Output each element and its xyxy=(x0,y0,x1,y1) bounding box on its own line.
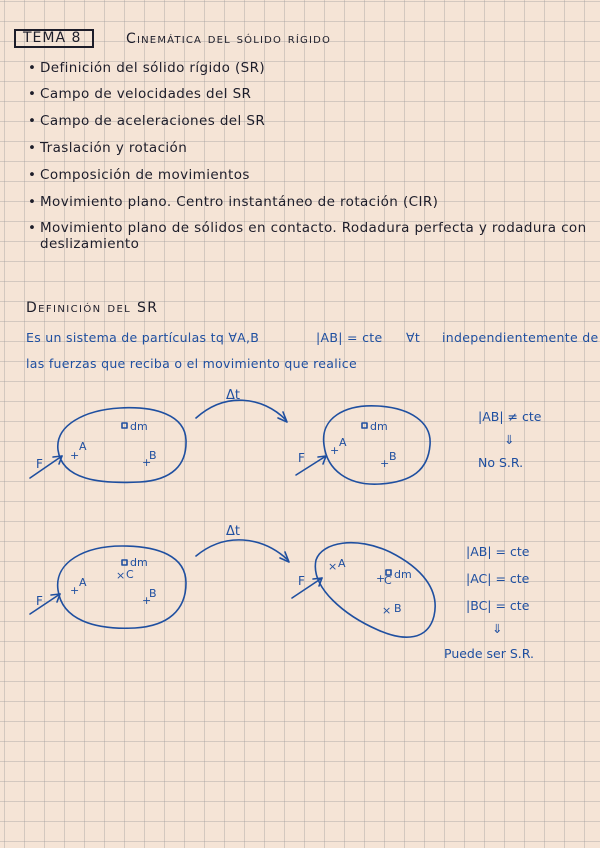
result-line: |AB| ≠ cte xyxy=(478,409,542,424)
point-a-label: A xyxy=(338,557,346,570)
delta-t-arrow xyxy=(196,400,286,420)
topic-label: Movimiento plano. Centro instantáneo de rotación (CIR) xyxy=(40,194,439,210)
point-a-label: A xyxy=(79,576,87,589)
force-label: F xyxy=(36,457,43,471)
force-label: F xyxy=(36,594,43,608)
dm-label: dm xyxy=(130,420,148,433)
point-marker: + xyxy=(142,594,152,607)
point-marker: + xyxy=(142,456,152,469)
topic-item: • Campo de aceleraciones del SR xyxy=(28,113,266,129)
topic-label: Definición del sólido rígido (SR) xyxy=(40,60,266,76)
topic-label: Campo de aceleraciones del SR xyxy=(40,113,266,129)
topic-item: • Composición de movimientos xyxy=(28,167,250,183)
tema-label: TEMA 8 xyxy=(14,29,94,48)
point-marker: + xyxy=(380,457,390,470)
dm-square xyxy=(122,560,127,565)
result-line: |BC| = cte xyxy=(466,598,530,613)
rigid-body-outline xyxy=(58,408,186,483)
topic-item: • Traslación y rotación xyxy=(28,140,188,156)
topic-item: • Definición del sólido rígido (SR) xyxy=(28,60,266,76)
dm-square xyxy=(122,423,127,428)
point-marker: + xyxy=(70,449,80,462)
result-line: Puede ser S.R. xyxy=(444,646,534,661)
definition-line-2: las fuerzas que reciba o el movimiento que realice xyxy=(26,356,357,371)
point-b-label: B xyxy=(149,587,157,600)
point-marker: + xyxy=(376,572,386,585)
topic-item: • Movimiento plano. Centro instantáneo de rotación (CIR) xyxy=(28,194,439,210)
result-line: No S.R. xyxy=(478,455,524,470)
definition-part-2: |AB| = cte xyxy=(316,330,383,345)
topic-label: Composición de movimientos xyxy=(40,167,250,183)
point-marker: + xyxy=(330,444,340,457)
delta-t-label: Δt xyxy=(226,524,240,539)
topic-item: • Campo de velocidades del SR xyxy=(28,86,252,102)
topic-item-continuation: deslizamiento xyxy=(40,236,140,252)
result-line: |AC| = cte xyxy=(466,571,530,586)
point-marker: × xyxy=(328,560,338,573)
topic-item: • Movimiento plano de sólidos en contacto. Rodadura perfecta y rodadura con xyxy=(28,220,587,236)
force-arrow xyxy=(292,578,322,598)
implies-arrow: ⇓ xyxy=(492,621,503,636)
result-line: |AB| = cte xyxy=(466,544,530,559)
delta-t-arrow xyxy=(196,540,288,560)
point-marker: × xyxy=(382,604,392,617)
implies-arrow: ⇓ xyxy=(504,432,515,447)
dm-label: dm xyxy=(394,568,412,581)
point-a-label: A xyxy=(339,436,347,449)
force-label: F xyxy=(298,574,305,588)
section-title: Definición del SR xyxy=(26,300,159,316)
topic-label: Campo de velocidades del SR xyxy=(40,86,252,102)
dm-square xyxy=(362,423,367,428)
dm-label: dm xyxy=(130,556,148,569)
definition-part-3: ∀t xyxy=(406,330,421,345)
point-b-label: B xyxy=(394,602,402,615)
point-marker: + xyxy=(70,584,80,597)
point-a-label: A xyxy=(79,440,87,453)
dm-label: dm xyxy=(370,420,388,433)
point-b-label: B xyxy=(149,449,157,462)
delta-t-label: Δt xyxy=(226,388,240,403)
topic-label: Movimiento plano de sólidos en contacto. Rodadura perfecta y rodadura con xyxy=(40,220,587,236)
point-c-label: C xyxy=(384,574,392,587)
page-title: Cinemática del sólido rígido xyxy=(126,31,332,47)
definition-part-4: independientemente de xyxy=(442,330,599,345)
rotated-body-outline xyxy=(315,543,435,637)
force-arrow xyxy=(30,594,60,614)
definition-part-1: Es un sistema de partículas tq ∀A,B xyxy=(26,330,260,345)
point-b-label: B xyxy=(389,450,397,463)
topic-label: Traslación y rotación xyxy=(40,140,188,156)
point-c-label: C xyxy=(126,568,134,581)
point-marker: × xyxy=(116,569,126,582)
force-arrow xyxy=(30,456,62,478)
force-label: F xyxy=(298,451,305,465)
